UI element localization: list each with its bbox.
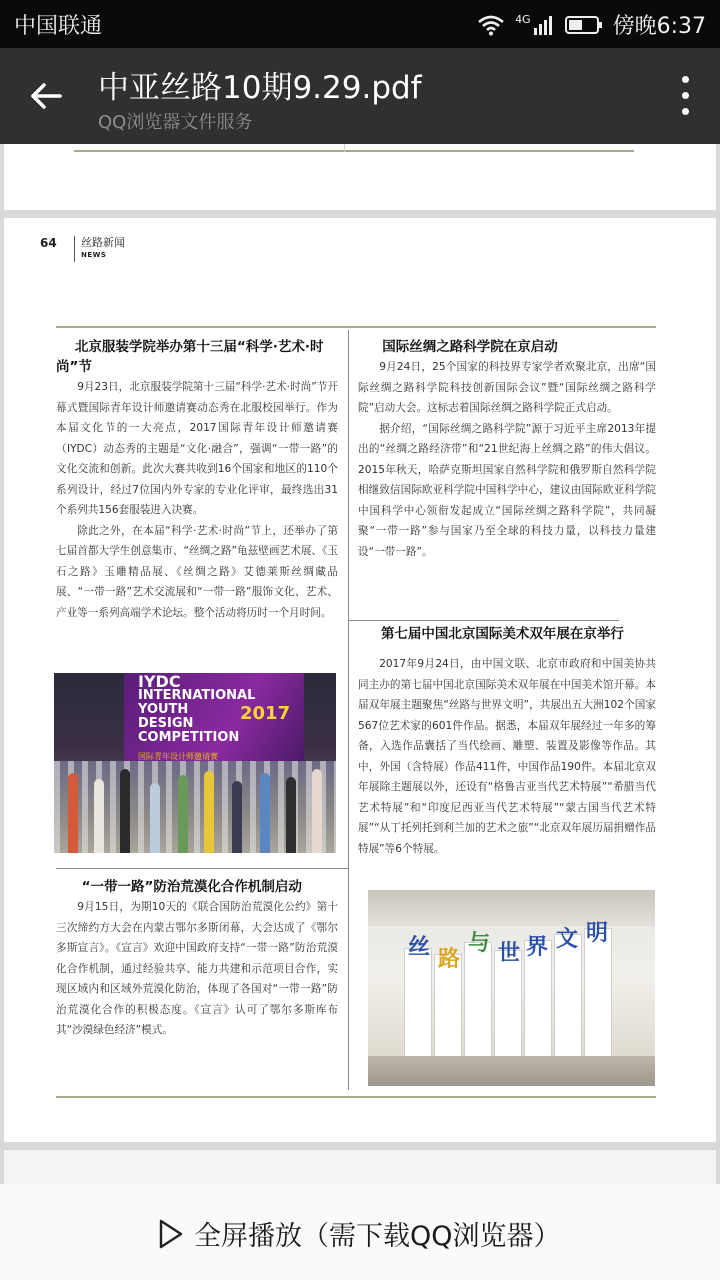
signal-icon: [533, 14, 555, 36]
article-paragraph: 2017年9月24日，由中国文联、北京市政府和中国美协共同主办的第七届中国北京国际美术双年展在中国美术馆开幕。本届双年展主题聚焦“丝路与世界文明”，共展出五大洲102个国家567位艺术家的601件作品。据悉，本届双年展经过一年多的筹备，入选作品囊括了当代绘画、雕塑、装置及影像等作品。其中，外国（含特展）作品411件，中国作品190件。本届北京双年展除主题展以外，还设有“格鲁吉亚当代艺术特展”“希腊当代艺术特展”和“印度尼西亚当代艺术特展”“蒙古国当代艺术特展”“从丁托列托到利兰加的艺术之旅”“北京双年展历届捐赠作品特展”等6个特展。: [358, 658, 656, 855]
model-figure: [286, 777, 296, 853]
article: [56, 337, 338, 623]
exhibit-character: 丝: [408, 935, 431, 960]
page-header: [40, 236, 125, 259]
display-panel: [494, 950, 522, 1068]
banner-text: [138, 675, 255, 745]
article-paragraph: 据介绍，“国际丝绸之路科学院”源于习近平主席2013年提出的“丝绸之路经济带”和“21世纪海上丝绸之路”的伟大倡议。2015年秋天，哈萨克斯坦国家自然科学院和俄罗斯自然科学院相继致信国际欧亚科学院中国科学中心，建议由国际欧亚科学院中国科学中心领衔发起成立“国际丝绸之路科学院”，共同凝聚“一带一路”参与国家乃至全球的科技力量，以科技力量建设“一带一路”。: [358, 422, 656, 558]
exhibit-character: 路: [438, 947, 461, 972]
document-title: 中亚丝路10期9.29.pdf: [98, 70, 422, 106]
exhibit-character: 与: [468, 931, 491, 956]
article: [358, 624, 656, 859]
banner-line: INTERNATIONAL: [138, 688, 256, 703]
previous-page: [4, 144, 716, 210]
article: [56, 877, 338, 1041]
model-figure: [120, 769, 130, 853]
exhibit-character: 文: [556, 927, 579, 952]
model-figure: [150, 783, 160, 853]
status-bar: [0, 0, 720, 48]
display-panel: [404, 948, 432, 1068]
wifi-icon: [477, 14, 505, 36]
banner-line: IYDC: [138, 673, 181, 691]
document-subtitle: QQ浏览器文件服务: [98, 112, 253, 133]
clock: 傍晚6:37: [612, 14, 706, 39]
banner-year: 2017: [240, 703, 291, 724]
exhibit-character: 明: [586, 921, 609, 946]
model-figure: [312, 769, 322, 853]
column-divider: [348, 330, 349, 1090]
exhibition-photo: [368, 890, 655, 1086]
model-figure: [260, 773, 270, 853]
article-title: “一带一路”防治荒漠化合作机制启动: [81, 879, 302, 895]
gallery-floor: [368, 1056, 655, 1086]
model-figure: [204, 771, 214, 853]
divider: [56, 1096, 656, 1098]
divider: [56, 326, 656, 328]
article-title: 第七届中国北京国际美术双年展在京举行: [380, 626, 624, 642]
model-figure: [232, 781, 242, 853]
display-panel: [584, 928, 612, 1068]
exhibit-character: 界: [526, 935, 549, 960]
network-type: 4G: [515, 13, 531, 26]
carrier-name: 中国联通: [14, 14, 103, 39]
display-panel: [464, 942, 492, 1068]
article-paragraph: 除此之外，在本届“科学·艺术·时尚”节上，还举办了第七届首都大学生创意集市、“丝绸之路”龟兹壁画艺术展、《玉石之路》玉雕精品展、《丝绸之路》艾德莱斯丝绸藏品展、“一带一路”艺术交流展和“一带一路”服饰文化、艺术、产业等一系列高端学术论坛。整个活动将历时一个月时间。: [56, 524, 338, 619]
more-vertical-icon[interactable]: [680, 76, 690, 118]
fashion-show-photo: [54, 673, 336, 853]
divider: [56, 868, 348, 869]
section-subtitle: NEWS: [81, 251, 107, 259]
banner-line: COMPETITION: [138, 730, 240, 745]
model-figure: [178, 775, 188, 853]
banner-line: YOUTH: [138, 702, 189, 717]
fullscreen-play-button[interactable]: [158, 1214, 561, 1253]
bottom-bar: [0, 1184, 720, 1280]
next-page: [4, 1150, 716, 1184]
title-bar: [0, 48, 720, 144]
model-figure: [68, 773, 78, 853]
divider: [74, 150, 634, 152]
play-outline-icon: [158, 1218, 184, 1250]
pdf-page[interactable]: [4, 218, 716, 1142]
article-title: 北京服装学院举办第十三届“科学·艺术·时尚”节: [56, 339, 324, 375]
section-label: [74, 236, 125, 262]
battery-icon: [565, 14, 603, 36]
divider: [349, 620, 619, 621]
article: [358, 337, 656, 562]
divider: [344, 144, 345, 152]
model-figure: [94, 779, 104, 853]
banner-subtitle: 国际青年设计师邀请赛: [138, 752, 218, 761]
display-panel: [554, 934, 582, 1068]
fullscreen-play-label: 全屏播放（需下载QQ浏览器）: [194, 1221, 561, 1252]
gallery-ceiling: [368, 890, 655, 926]
exhibit-character: 世: [498, 941, 521, 966]
banner-line: DESIGN: [138, 716, 194, 731]
arrow-left-icon[interactable]: [26, 76, 66, 116]
article-paragraph: 9月24日，25个国家的科技界专家学者欢聚北京，出席“国际丝绸之路科学院科技创新国际会议”暨“国际丝绸之路科学院”启动大会。这标志着国际丝绸之路科学院正式启动。: [358, 361, 656, 414]
article-title: 国际丝绸之路科学院在京启动: [382, 339, 558, 355]
page-number: 64: [40, 236, 57, 250]
article-paragraph: 9月15日，为期10天的《联合国防治荒漠化公约》第十三次缔约方大会在内蒙古鄂尔多斯闭幕，大会达成了《鄂尔多斯宣言》。《宣言》欢迎中国政府支持“一带一路”防治荒漠化合作机制，通过经验共享、能力共建和示范项目合作，实现区域内和区域外荒漠化防治，体现了各国对“一带一路”防治荒漠化合作的积极态度。《宣言》认可了鄂尔多斯库布其“沙漠绿色经济”模式。: [56, 901, 338, 1036]
article-paragraph: 9月23日，北京服装学院第十三届“科学·艺术·时尚”节开幕式暨国际青年设计师邀请赛动态秀在北服校园举行。作为本届文化节的一大亮点，2017国际青年设计师邀请赛（IYDC）动态秀的主题是“文化·融合”，强调“一带一路”的文化交流和创新。此次大赛共收到16个国家和地区的110个系列设计，经过7位国内外专家的专业化评审，最终选出31个系列共156套服装进入决赛。: [56, 381, 338, 516]
section-title: 丝路新闻: [81, 236, 125, 249]
